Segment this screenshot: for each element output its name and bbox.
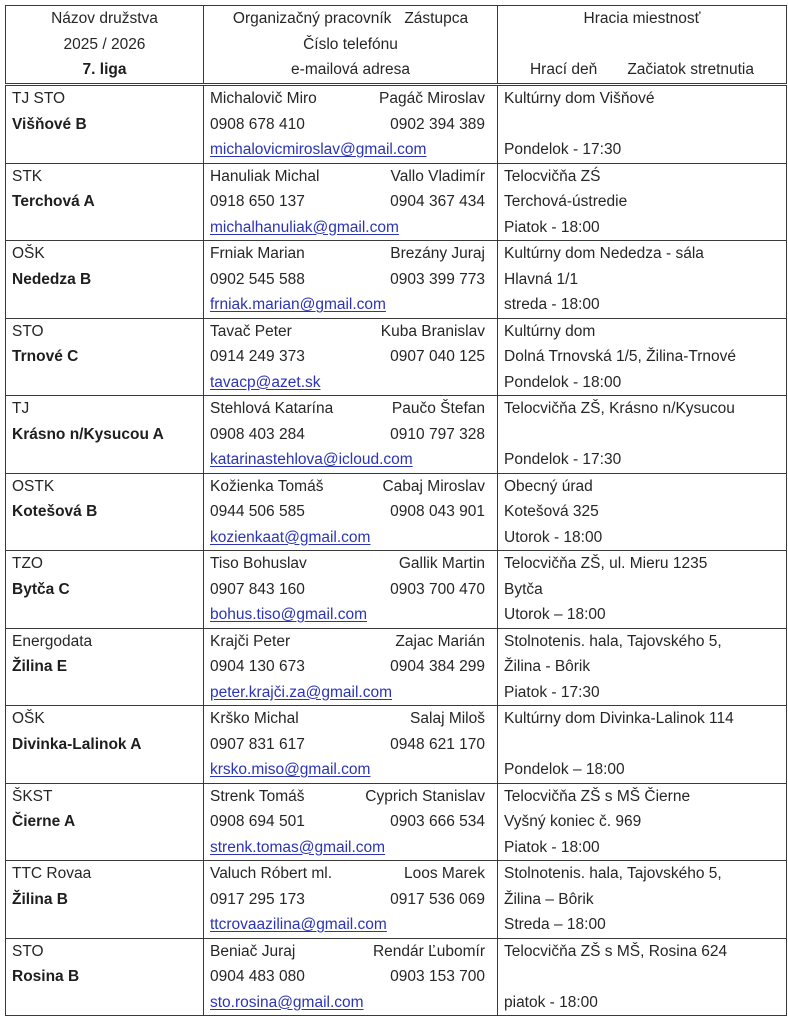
- contact-phones: [210, 112, 491, 138]
- contact-cell: [204, 783, 498, 861]
- deputy-name: Brezány Juraj: [390, 245, 485, 262]
- venue-cell: [498, 163, 787, 241]
- contact-phones: [210, 267, 491, 293]
- email-link[interactable]: michalovicmiroslav@gmail.com: [210, 141, 427, 158]
- organizer-phone: 0917 295 173: [210, 890, 305, 908]
- deputy-name: Salaj Miloš: [410, 710, 485, 727]
- team-cell: [6, 396, 204, 474]
- team-row: [6, 318, 787, 396]
- organizer-phone: 0944 506 585: [210, 503, 305, 520]
- deputy-phone: 0903 666 534: [390, 813, 485, 830]
- deputy-phone: 0904 384 299: [390, 658, 485, 675]
- organizer-name: Kožienka Tomáš: [210, 477, 324, 495]
- deputy-phone: 0948 621 170: [390, 735, 485, 753]
- email-link[interactable]: sto.rosina@gmail.com: [210, 993, 364, 1011]
- organizer-phone: 0908 694 501: [210, 813, 305, 830]
- deputy-phone: 0902 394 389: [390, 115, 485, 133]
- contact-email-line: [210, 292, 491, 318]
- contact-phones: [210, 654, 491, 680]
- organizer-phone: 0908 678 410: [210, 115, 305, 133]
- team-contact-table: [5, 5, 787, 1016]
- header-venue-subtitles: [504, 57, 780, 83]
- venue-cell: [498, 628, 787, 706]
- header-team-column: [6, 6, 204, 85]
- header-start-time: Začiatok stretnutia: [627, 61, 754, 78]
- team-cell: [6, 163, 204, 241]
- venue-cell: [498, 706, 787, 784]
- venue-cell: [498, 473, 787, 551]
- deputy-name: Loos Marek: [404, 865, 485, 882]
- organizer-name: Michalovič Miro: [210, 90, 317, 107]
- header-venue-spacer: [504, 32, 780, 58]
- header-deputy: Zástupca: [404, 10, 469, 27]
- venue-line-2: Terchová-ústredie: [504, 193, 628, 210]
- deputy-phone: 0908 043 901: [390, 503, 485, 520]
- club-name: TZO: [12, 555, 43, 572]
- club-name: OSTK: [12, 477, 55, 495]
- club-name: OŠK: [12, 710, 45, 727]
- deputy-phone: 0917 536 069: [390, 890, 485, 908]
- club-name: STO: [12, 322, 44, 340]
- venue-schedule: Piatok - 18:00: [504, 838, 600, 856]
- header-team-title: Názov družstva: [51, 10, 158, 27]
- contact-names: [210, 241, 491, 267]
- email-link[interactable]: kozienkaat@gmail.com: [210, 528, 371, 546]
- venue-line-1: Kultúrny dom: [504, 322, 596, 340]
- deputy-phone: 0907 040 125: [390, 348, 485, 365]
- contact-email-line: [210, 835, 491, 861]
- contact-names: [210, 784, 491, 810]
- contact-phones: [210, 809, 491, 835]
- venue-line-1: Stolnotenis. hala, Tajovského 5,: [504, 865, 722, 882]
- venue-line-1: Telocvičňa ZŠ, Krásno n/Kysucou: [504, 400, 735, 417]
- contact-names: [210, 474, 491, 500]
- venue-schedule: Pondelok - 17:30: [504, 451, 622, 468]
- venue-schedule: Pondelok – 18:00: [504, 761, 625, 778]
- venue-line-2: [504, 112, 780, 138]
- team-cell: [6, 85, 204, 164]
- header-play-day: Hrací deň: [529, 61, 598, 78]
- team-name: Rosina B: [12, 968, 80, 985]
- venue-line-2: Žilina – Bôrik: [504, 890, 594, 908]
- team-name: Žilina B: [12, 890, 68, 908]
- venue-line-1: Kultúrny dom Divinka-Lalinok 114: [504, 710, 734, 727]
- venue-line-2: Hlavná 1/1: [504, 270, 579, 288]
- venue-schedule: Utorok – 18:00: [504, 606, 606, 623]
- team-rows: [6, 85, 787, 1016]
- header-venue-title: Hracia miestnosť: [583, 10, 701, 27]
- contact-phones: [210, 732, 491, 758]
- team-name: Trnové C: [12, 348, 79, 365]
- contact-cell: [204, 85, 498, 164]
- venue-cell: [498, 85, 787, 164]
- contact-names: [210, 86, 491, 112]
- team-cell: [6, 706, 204, 784]
- contact-phones: [210, 964, 491, 990]
- email-link[interactable]: ttcrovaazilina@gmail.com: [210, 916, 387, 933]
- organizer-name: Strenk Tomáš: [210, 787, 305, 805]
- email-link[interactable]: katarinastehlova@icloud.com: [210, 451, 413, 468]
- team-row: [6, 473, 787, 551]
- club-name: OŠK: [12, 245, 45, 262]
- venue-schedule: piatok - 18:00: [504, 993, 598, 1011]
- header-league: 7. liga: [82, 61, 127, 78]
- contact-cell: [204, 241, 498, 319]
- venue-schedule: Utorok - 18:00: [504, 528, 603, 546]
- venue-line-2: Dolná Trnovská 1/5, Žilina-Trnové: [504, 348, 737, 365]
- venue-schedule: Pondelok - 17:30: [504, 141, 622, 158]
- contact-email-line: [210, 990, 491, 1016]
- deputy-phone: 0903 399 773: [390, 270, 485, 288]
- venue-cell: [498, 318, 787, 396]
- deputy-name: Cabaj Miroslav: [382, 477, 485, 495]
- venue-line-1: Telocvičňa ZŚ: [504, 167, 601, 185]
- table-header-row: [6, 6, 787, 85]
- venue-line-2: Vyšný koniec č. 969: [504, 813, 642, 830]
- team-name: Divinka-Lalinok A: [12, 735, 142, 753]
- organizer-name: Hanuliak Michal: [210, 167, 320, 185]
- email-link[interactable]: michalhanuliak@gmail.com: [210, 218, 399, 236]
- contact-cell: [204, 861, 498, 939]
- deputy-name: Paučo Štefan: [391, 400, 485, 417]
- venue-line-2: [504, 964, 780, 990]
- venue-schedule: Piatok - 17:30: [504, 683, 600, 701]
- team-name: Kotešová B: [12, 503, 98, 520]
- venue-line-2: [504, 422, 780, 448]
- email-link[interactable]: frniak.marian@gmail.com: [210, 296, 386, 313]
- deputy-name: Vallo Vladimír: [390, 167, 485, 185]
- deputy-name: Pagáč Miroslav: [379, 90, 485, 107]
- contact-email-line: [210, 757, 491, 783]
- contact-email-line: [210, 137, 491, 163]
- organizer-phone: 0914 249 373: [210, 348, 305, 365]
- organizer-name: Tavač Peter: [210, 322, 292, 340]
- organizer-name: Frniak Marian: [210, 245, 305, 262]
- organizer-phone: 0902 545 588: [210, 270, 305, 288]
- organizer-phone: 0904 130 673: [210, 658, 305, 675]
- team-cell: [6, 241, 204, 319]
- deputy-name: Kuba Branislav: [380, 322, 485, 340]
- email-link[interactable]: peter.krajči.za@gmail.com: [210, 683, 392, 701]
- organizer-name: Valuch Róbert ml.: [210, 865, 333, 882]
- team-name: Terchová A: [12, 193, 95, 210]
- venue-cell: [498, 241, 787, 319]
- team-row: [6, 628, 787, 706]
- team-row: [6, 163, 787, 241]
- club-name: Energodata: [12, 632, 93, 650]
- club-name: TJ: [12, 400, 30, 417]
- venue-schedule: Pondelok - 18:00: [504, 373, 622, 391]
- venue-schedule: Piatok - 18:00: [504, 218, 600, 236]
- venue-line-2: [504, 732, 780, 758]
- header-organizer: Organizačný pracovník: [232, 10, 392, 27]
- organizer-phone: 0904 483 080: [210, 968, 305, 985]
- team-cell: [6, 783, 204, 861]
- contact-names: [210, 551, 491, 577]
- organizer-name: Krajči Peter: [210, 632, 291, 650]
- team-cell: [6, 318, 204, 396]
- team-name: Krásno n/Kysucou A: [12, 425, 164, 443]
- team-name: Čierne A: [12, 813, 76, 830]
- organizer-name: Krško Michal: [210, 710, 299, 727]
- venue-cell: [498, 938, 787, 1016]
- email-link[interactable]: bohus.tiso@gmail.com: [210, 606, 368, 623]
- contact-email-line: [210, 525, 491, 551]
- contact-names: [210, 396, 491, 422]
- contact-phones: [210, 577, 491, 603]
- deputy-name: Zajac Marián: [395, 632, 485, 650]
- organizer-name: Beniač Juraj: [210, 942, 296, 960]
- email-link[interactable]: strenk.tomas@gmail.com: [210, 838, 386, 856]
- team-cell: [6, 861, 204, 939]
- contact-cell: [204, 551, 498, 629]
- team-cell: [6, 473, 204, 551]
- contact-names: [210, 629, 491, 655]
- team-row: [6, 706, 787, 784]
- club-name: TJ STO: [12, 90, 66, 107]
- header-contact-roles: [210, 6, 491, 32]
- venue-line-2: Žilina - Bôrik: [504, 658, 591, 675]
- deputy-name: Gallik Martin: [398, 555, 485, 572]
- team-cell: [6, 628, 204, 706]
- organizer-name: Stehlová Katarína: [210, 400, 334, 417]
- team-name: Bytča C: [12, 580, 70, 598]
- team-row: [6, 783, 787, 861]
- team-name: Žilina E: [12, 658, 68, 675]
- contact-phones: [210, 189, 491, 215]
- contact-phones: [210, 422, 491, 448]
- venue-cell: [498, 551, 787, 629]
- contact-phones: [210, 344, 491, 370]
- contact-email-line: [210, 370, 491, 396]
- deputy-phone: 0904 367 434: [390, 193, 485, 210]
- team-cell: [6, 938, 204, 1016]
- team-row: [6, 551, 787, 629]
- venue-cell: [498, 861, 787, 939]
- club-name: STK: [12, 167, 43, 185]
- venue-line-1: Telocvičňa ZŠ s MŠ Čierne: [504, 787, 691, 805]
- contact-names: [210, 706, 491, 732]
- deputy-phone: 0903 153 700: [390, 968, 485, 985]
- contact-cell: [204, 163, 498, 241]
- organizer-name: Tiso Bohuslav: [210, 555, 307, 572]
- club-name: ŠKST: [12, 787, 53, 805]
- venue-line-1: Kultúrny dom Nededza - sála: [504, 245, 704, 262]
- contact-names: [210, 861, 491, 887]
- club-name: TTC Rovaa: [12, 865, 92, 882]
- contact-cell: [204, 318, 498, 396]
- contact-email-line: [210, 602, 491, 628]
- deputy-name: Cyprich Stanislav: [365, 787, 485, 805]
- deputy-name: Rendár Ľubomír: [372, 942, 485, 960]
- venue-cell: [498, 783, 787, 861]
- deputy-phone: 0903 700 470: [390, 580, 485, 598]
- venue-cell: [498, 396, 787, 474]
- team-row: [6, 861, 787, 939]
- venue-line-1: Kultúrny dom Višňové: [504, 90, 655, 107]
- venue-line-2: Kotešová 325: [504, 503, 599, 520]
- venue-schedule: Streda – 18:00: [504, 916, 606, 933]
- contact-phones: [210, 887, 491, 913]
- contact-names: [210, 319, 491, 345]
- contact-cell: [204, 473, 498, 551]
- team-row: [6, 85, 787, 164]
- venue-line-1: Telocvičňa ZŠ, ul. Mieru 1235: [504, 555, 708, 572]
- contact-cell: [204, 396, 498, 474]
- team-row: [6, 396, 787, 474]
- deputy-phone: 0910 797 328: [390, 425, 485, 443]
- venue-line-1: Telocvičňa ZŠ s MŠ, Rosina 624: [504, 942, 728, 960]
- team-cell: [6, 551, 204, 629]
- venue-line-2: Bytča: [504, 580, 543, 598]
- contact-email-line: [210, 215, 491, 241]
- club-name: STO: [12, 942, 44, 960]
- team-row: [6, 241, 787, 319]
- header-contact-column: [204, 6, 498, 85]
- organizer-phone: 0918 650 137: [210, 193, 305, 210]
- venue-schedule: streda - 18:00: [504, 296, 600, 313]
- header-season: 2025 / 2026: [63, 35, 146, 53]
- organizer-phone: 0908 403 284: [210, 425, 305, 443]
- contact-email-line: [210, 680, 491, 706]
- venue-line-1: Obecný úrad: [504, 477, 593, 495]
- contact-cell: [204, 706, 498, 784]
- venue-line-1: Stolnotenis. hala, Tajovského 5,: [504, 632, 722, 650]
- header-phone: Číslo telefónu: [303, 35, 398, 53]
- team-row: [6, 938, 787, 1016]
- contact-cell: [204, 938, 498, 1016]
- email-link[interactable]: tavacp@azet.sk: [210, 373, 321, 391]
- team-name: Višňové B: [12, 115, 87, 133]
- email-link[interactable]: krsko.miso@gmail.com: [210, 761, 371, 778]
- contact-cell: [204, 628, 498, 706]
- header-email: e-mailová adresa: [291, 61, 410, 78]
- organizer-phone: 0907 843 160: [210, 580, 305, 598]
- contact-email-line: [210, 447, 491, 473]
- contact-email-line: [210, 912, 491, 938]
- team-name: Nededza B: [12, 270, 92, 288]
- contact-names: [210, 939, 491, 965]
- contact-names: [210, 164, 491, 190]
- organizer-phone: 0907 831 617: [210, 735, 305, 753]
- header-venue-column: [498, 6, 787, 85]
- contact-phones: [210, 499, 491, 525]
